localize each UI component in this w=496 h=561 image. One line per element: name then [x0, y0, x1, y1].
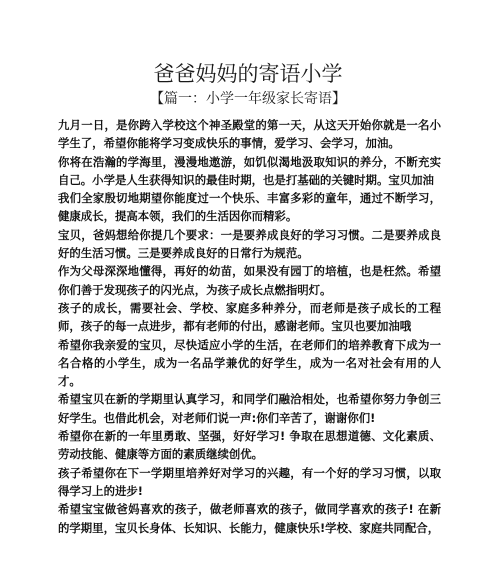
- paragraph: 九月一日，是你跨入学校这个神圣殿堂的第一天，从这天开始你就是一名小学生了，希望你能将学习变成快乐的事情，爱学习、会学习，加油。: [58, 118, 441, 151]
- paragraph: 希望宝贝在新的学期里认真学习，和同学们融洽相处，也希望你努力争创三好学生。也借此机会，对老师们说一声:你们辛苦了，谢谢你们!: [58, 392, 441, 425]
- paragraph: 你将在浩瀚的学海里，漫漫地遨游，如饥似渴地汲取知识的养分，不断充实自己。小学是人生获得知识的最佳时期，也是打基础的关键时期。宝贝加油: [58, 154, 441, 187]
- document-subtitle: 【篇一：小学一年级家长寄语】: [150, 91, 346, 107]
- document-body: [58, 116, 441, 537]
- paragraph: 希望你我亲爱的宝贝，尽快适应小学的生活，在老师们的培养教育下成为一名合格的小学生，成为一名品学兼优的好学生，成为一名对社会有用的人才。: [58, 337, 441, 389]
- document-title: 爸爸妈妈的寄语小学: [153, 62, 343, 86]
- paragraph: 我们全家殷切地期望你能度过一个快乐、丰富多彩的童年，通过不断学习，健康成长，提高本领，我们的生活因你而精彩。: [58, 191, 441, 224]
- paragraph: 孩子的成长，需要社会、学校、家庭多种养分，而老师是孩子成长的工程师，孩子的每一点进步，都有老师的付出，感谢老师。宝贝也要加油哦: [58, 300, 441, 334]
- paragraph: 孩子希望你在下一学期里培养好对学习的兴趣，有一个好的学习习惯，以取得学习上的进步!: [58, 465, 441, 498]
- paragraph: 宝贝，爸妈想给你提几个要求：一是要养成良好的学习习惯。二是要养成良好的生活习惯。三是要养成良好的日常行为规范。: [58, 227, 441, 261]
- paragraph: 希望你在新的一年里勇敢、坚强，好好学习! 争取在思想道德、文化素质、劳动技能、健康等方面的素质继续创优。: [58, 429, 441, 462]
- paragraph: 希望宝宝做爸妈喜欢的孩子，做老师喜欢的孩子，做同学喜欢的孩子! 在新的学期里，宝贝长身体、长知识、长能力，健康快乐!学校、家庭共同配合，: [58, 502, 441, 535]
- paragraph: 作为父母深深地懂得，再好的幼苗，如果没有园丁的培植，也是枉然。希望你们善于发现孩子的闪光点，为孩子成长点燃指明灯。: [58, 264, 441, 297]
